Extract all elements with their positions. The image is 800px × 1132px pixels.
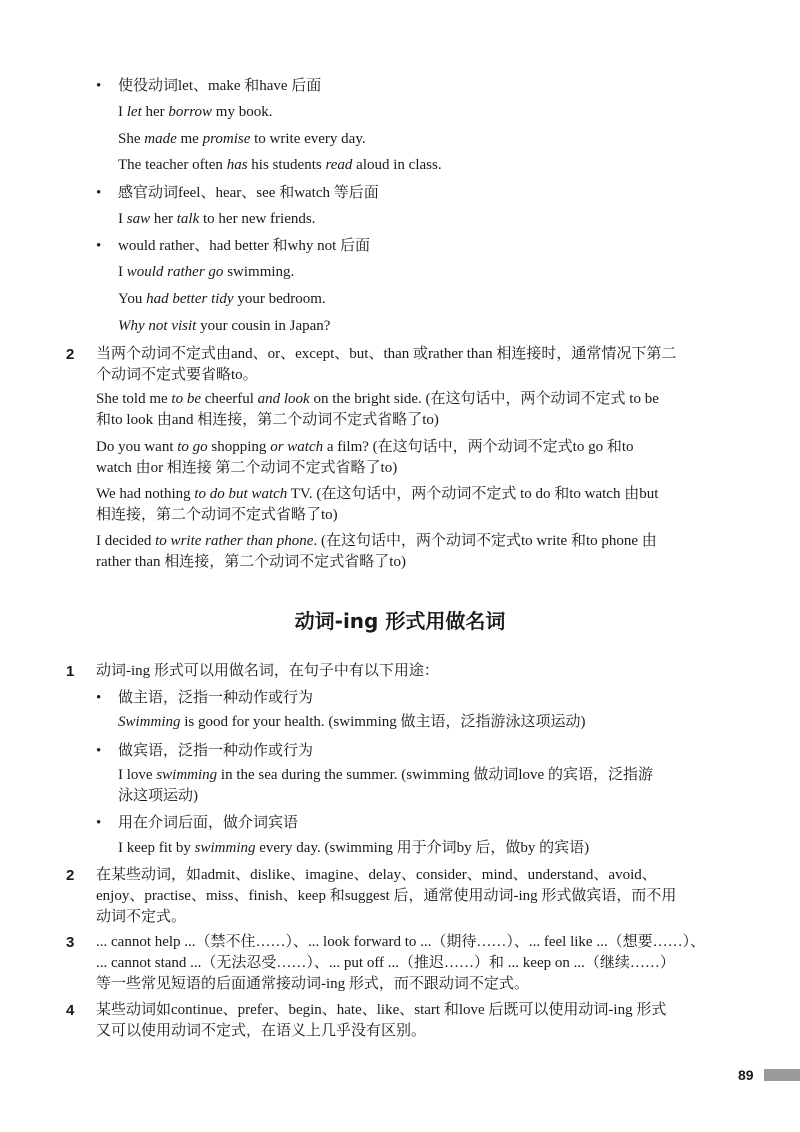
example-sentence: Why not visit your cousin in Japan?: [118, 318, 331, 334]
example-explanation: 泳这项运动): [118, 788, 198, 804]
paragraph-line: ... cannot stand ...（无法忍受……）、... put off ...（推迟……）和 ... keep on ...（继续……）: [96, 955, 675, 971]
example-sentence: I love swimming in the sea during the summer. (swimming 做动词love 的宾语，泛指游: [118, 767, 653, 783]
page-number-bar: [764, 1069, 800, 1081]
point-intro: 动词-ing 形式可以用做名词，在句子中有以下用途：: [96, 663, 439, 679]
point-number: 2: [66, 346, 75, 363]
example-explanation: 和to look 由and 相连接，第二个动词不定式省略了to): [96, 412, 439, 428]
point-intro: 个动词不定式要省略to。: [96, 367, 258, 383]
page-number: 89: [738, 1067, 754, 1083]
paragraph-line: 某些动词如continue、prefer、begin、hate、like、start 和love 后既可以使用动词-ing 形式: [96, 1002, 667, 1018]
example-sentence: We had nothing to do but watch TV. (在这句话中，两个动词不定式 to do 和to watch 由but: [96, 486, 659, 502]
point-number: 2: [66, 867, 75, 884]
example-sentence: Do you want to go shopping or watch a film? (在这句话中，两个动词不定式to go 和to: [96, 439, 634, 455]
paragraph-line: ... cannot help ...（禁不住……）、... look forward to ...（期待……）、... feel like ...（想要……）、: [96, 934, 706, 950]
example-sentence: She made me promise to write every day.: [118, 131, 366, 147]
bullet-icon: •: [96, 185, 102, 201]
paragraph-line: enjoy、practise、miss、finish、keep 和suggest 后，通常使用动词-ing 形式做宾语，而不用: [96, 888, 677, 904]
bullet-icon: •: [96, 78, 102, 94]
bullet-icon: •: [96, 743, 102, 759]
paragraph-line: 又可以使用动词不定式，在语义上几乎没有区别。: [96, 1023, 427, 1039]
example-sentence: I saw her talk to her new friends.: [118, 211, 316, 227]
point-number: 4: [66, 1002, 75, 1019]
example-sentence: She told me to be cheerful and look on the bright side. (在这句话中，两个动词不定式 to be: [96, 391, 659, 407]
bullet-label-subject: 做主语，泛指一种动作或行为: [118, 690, 314, 706]
bullet-label-causative-verbs: 使役动词let、make 和have 后面: [118, 78, 322, 94]
example-sentence: You had better tidy your bedroom.: [118, 291, 326, 307]
bullet-icon: •: [96, 815, 102, 831]
example-sentence: I keep fit by swimming every day. (swimming 用于介词by 后，做by 的宾语): [118, 840, 590, 856]
section-heading: 动词-ing 形式用做名词: [294, 609, 506, 633]
example-explanation: 相连接，第二个动词不定式省略了to): [96, 507, 338, 523]
bullet-icon: •: [96, 690, 102, 706]
example-sentence: The teacher often has his students read aloud in class.: [118, 157, 442, 173]
bullet-label-preposition: 用在介词后面，做介词宾语: [118, 815, 299, 831]
paragraph-line: 动词不定式。: [96, 909, 187, 925]
bullet-icon: •: [96, 238, 102, 254]
example-sentence: Swimming is good for your health. (swimming 做主语，泛指游泳这项运动): [118, 714, 586, 730]
bullet-label-object: 做宾语，泛指一种动作或行为: [118, 743, 314, 759]
point-number: 3: [66, 934, 75, 951]
example-sentence: I would rather go swimming.: [118, 264, 295, 280]
point-number: 1: [66, 663, 75, 680]
example-sentence: I decided to write rather than phone. (在这句话中，两个动词不定式to write 和to phone 由: [96, 533, 657, 549]
paragraph-line: 等一些常见短语的后面通常接动词-ing 形式，而不跟动词不定式。: [96, 976, 529, 992]
example-explanation: watch 由or 相连接 第二个动词不定式省略了to): [96, 460, 398, 476]
example-sentence: I let her borrow my book.: [118, 104, 273, 120]
example-explanation: rather than 相连接，第二个动词不定式省略了to): [96, 554, 406, 570]
point-intro: 当两个动词不定式由and、or、except、but、than 或rather than 相连接时，通常情况下第二: [96, 346, 677, 362]
bullet-label-perception-verbs: 感官动词feel、hear、see 和watch 等后面: [118, 185, 379, 201]
bullet-label-would-rather: would rather、had better 和why not 后面: [118, 238, 371, 254]
paragraph-line: 在某些动词，如admit、dislike、imagine、delay、consider、mind、understand、avoid、: [96, 867, 657, 883]
